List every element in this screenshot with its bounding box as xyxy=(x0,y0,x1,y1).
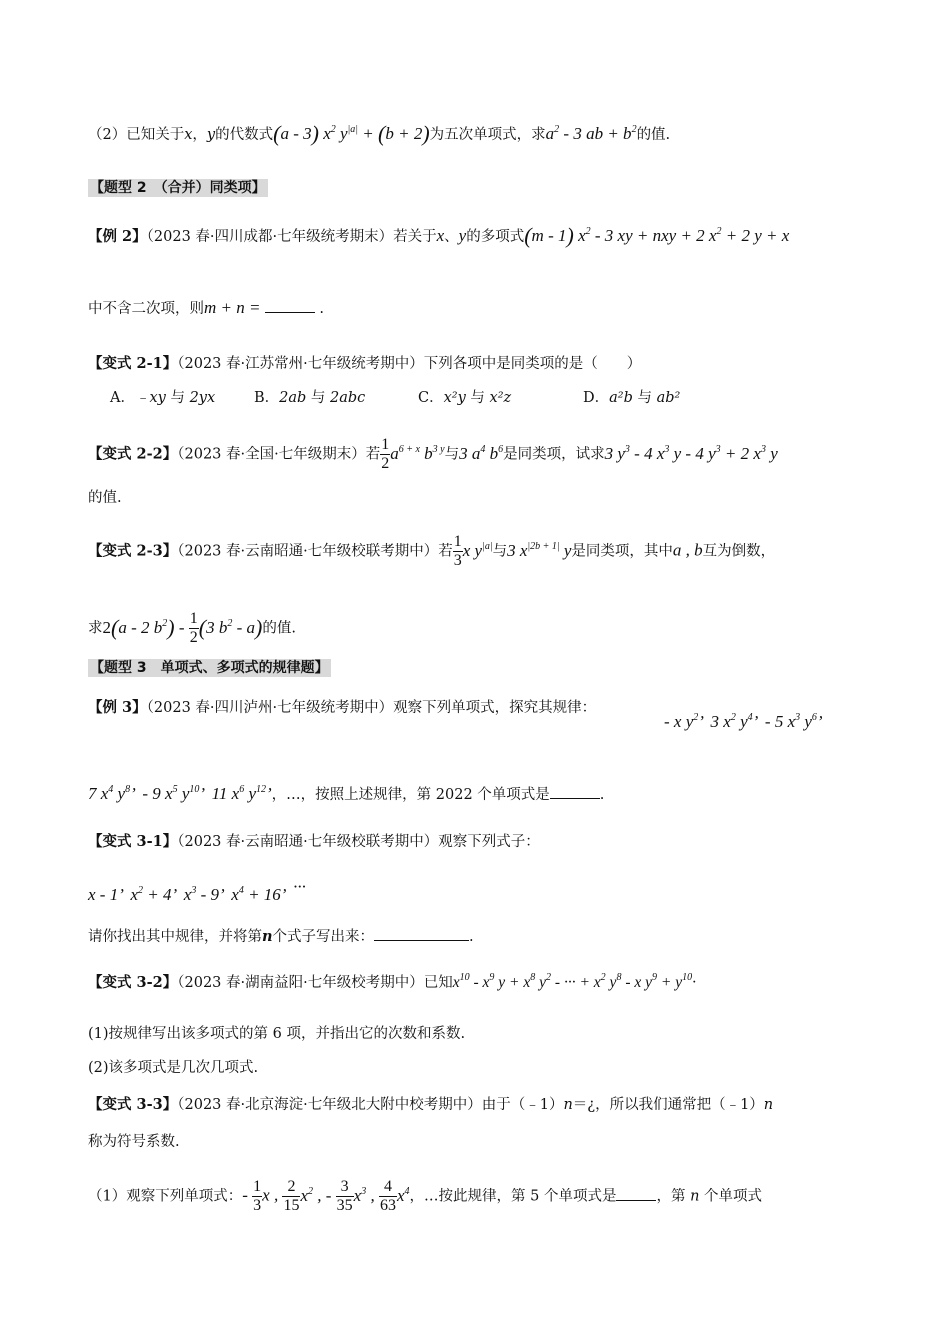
var-x: x xyxy=(436,226,445,245)
term: ﹣xy xyxy=(134,390,166,406)
term: 3 $a^4$ $b^6$ xyxy=(459,443,504,463)
var-y: y xyxy=(458,226,467,245)
var-n: n xyxy=(563,1097,573,1113)
text: ， xyxy=(409,1188,425,1205)
variant-3-2-question-2 xyxy=(88,1058,258,1078)
text: 中不含二次项，则 xyxy=(88,301,204,317)
text: ＝¿，所以我们通常把（﹣1） xyxy=(572,1097,764,1113)
source: （2023 春·云南昭通·七年级校联考期中）若 xyxy=(177,543,453,560)
vars-a-b: a , b xyxy=(672,540,703,560)
text: 个式子写出来： xyxy=(272,929,375,945)
term: $a^{6 + x}$ $b^{3 y}$ xyxy=(390,443,445,463)
text: 与 xyxy=(165,390,190,406)
formula-target: $a^2 - 3$ ab + $b^2$ xyxy=(545,124,637,143)
text: （1）观察下列单项式： xyxy=(88,1188,243,1205)
text: 是同类项，其中 xyxy=(571,543,673,560)
variant-2-3-line-1 xyxy=(88,533,775,570)
option-label: C． xyxy=(418,390,444,406)
text: 、 xyxy=(444,229,459,245)
text: ，第 xyxy=(656,1188,686,1205)
answer-blank[interactable] xyxy=(374,926,469,941)
source: （2023 春·湖南益阳·七年级校考期中）已知 xyxy=(177,975,453,991)
variant-3-3-question-1 xyxy=(88,1178,762,1215)
text: (2)该多项式是几次几项式. xyxy=(88,1060,259,1076)
option-label: D． xyxy=(583,390,610,406)
answer-blank[interactable] xyxy=(616,1186,656,1201)
option-label: A． xyxy=(110,390,135,406)
term: x²y xyxy=(443,390,466,406)
monomial-sequence-2: 7 $x^4$ $y^8$’ - 9 $x^5$ $y^{10}$’ 11 $x^6$ $y^{12}$’ xyxy=(88,784,272,803)
term: ab² xyxy=(656,390,681,406)
fraction-1-3: $\frac{1}{3}$ xyxy=(253,1178,262,1214)
formula-algebraic-expression: (a - 3) $x^2$ $y^{|a|} + (b + 2)$ xyxy=(273,121,430,146)
text: 与 xyxy=(465,390,490,406)
variant-2-2-line-1 xyxy=(88,436,778,473)
text: . xyxy=(319,301,324,317)
variant-tag: 【变式 3-1】 xyxy=(88,833,178,850)
text: 的值. xyxy=(88,490,122,506)
var-n: n xyxy=(763,1097,774,1113)
answer-blank[interactable] xyxy=(265,298,315,313)
text: 与 xyxy=(492,543,508,560)
var-n: n xyxy=(262,928,273,945)
source: （2023 春·云南昭通·七年级校联考期中）观察下列式子： xyxy=(177,834,540,850)
text: 个单项式 xyxy=(704,1188,763,1205)
term: $x^4$ xyxy=(396,1185,410,1205)
question-2-part-2 xyxy=(88,120,670,145)
formula-expression: 2(a - 2 $b^2$) - xyxy=(102,614,189,640)
monomial-sequence: - x $y^2$’ 3 $x^2$ $y^4$’ - 5 $x^3$ $y^6$’ xyxy=(664,712,823,731)
term: 3 $x^{|2b + 1|}$ y xyxy=(507,540,572,560)
term: x²z xyxy=(489,390,512,406)
text: 的值. xyxy=(636,127,671,143)
term: 2ab xyxy=(279,390,307,406)
source: （2023 春·全国·七年级期末）若 xyxy=(177,446,381,463)
var-y: y xyxy=(206,127,216,143)
variant-2-3-line-2 xyxy=(88,610,296,647)
source: （2023 春·北京海淀·七年级北大附中校考期中）由于（﹣1） xyxy=(177,1097,564,1113)
section-3-header xyxy=(88,658,331,678)
option-b[interactable] xyxy=(254,388,365,408)
text: 的多项式 xyxy=(466,229,525,245)
formula-polynomial: 3 $y^3 - 4$ $x^3$ y - 4 $y^3 + 2$ $x^3$ y xyxy=(604,443,778,463)
fraction-2-15: $\frac{2}{15}$ xyxy=(283,1178,300,1214)
term: $x^3$ , xyxy=(353,1185,379,1205)
fraction-one-third: $\frac{1}{3}$ xyxy=(453,533,462,569)
term: $x^2$ , - xyxy=(300,1185,336,1205)
text: 与 xyxy=(632,390,657,406)
text: （2）已知关于 xyxy=(88,127,185,143)
text: 请你找出其中规律，并将第 xyxy=(88,929,262,945)
text: ，…，按照上述规律，第 2022 个单项式是 xyxy=(271,787,550,803)
monomial-sequence: - xyxy=(242,1185,253,1205)
text: (1)按规律写出该多项式的第 6 项，并指出它的次数和系数. xyxy=(88,1026,466,1042)
formula-polynomial: $x^{10} - x^9$ $y + x^8$ $y^2$ - ··· + $x^2$ $y^8$ - x $y^9 + y^{10}\cdot$ xyxy=(452,972,696,991)
example-tag: 【例 2】 xyxy=(88,228,147,245)
source: （2023 春·四川成都·七年级统考期末）若关于 xyxy=(146,229,437,245)
fraction-3-35: $\frac{3}{35}$ xyxy=(336,1178,353,1214)
text: 为五次单项式，求 xyxy=(429,127,546,143)
term: 2yx xyxy=(189,390,216,406)
variant-3-3-line-1 xyxy=(88,1095,773,1115)
variant-tag: 【变式 3-2】 xyxy=(88,974,178,991)
text: 的值. xyxy=(262,620,296,637)
formula-m-plus-n: m + n = xyxy=(204,298,265,317)
source: （2023 春·四川泸州·七年级统考期中）观察下列单项式，探究其规律： xyxy=(146,700,597,716)
answer-blank[interactable] xyxy=(550,784,600,799)
variant-3-3-line-2 xyxy=(88,1132,180,1152)
text: 与 xyxy=(306,390,331,406)
text: 的代数式 xyxy=(215,127,274,143)
text: 求 xyxy=(88,620,103,637)
fraction-one-half: $\frac{1}{2}$ xyxy=(381,436,390,472)
text: 称为符号系数. xyxy=(88,1134,180,1150)
term: x $y^{|a|}$ xyxy=(462,540,493,560)
example-3-line-2 xyxy=(88,780,604,805)
section-2-header xyxy=(88,178,268,198)
variant-3-2-question-1 xyxy=(88,1024,465,1044)
text: . xyxy=(599,787,605,803)
option-d[interactable] xyxy=(583,388,680,408)
section-title: 【题型 2 （合并）同类项】 xyxy=(90,180,266,196)
source: （2023 春·江苏常州·七年级统考期中）下列各项中是同类项的是（ ） xyxy=(177,356,642,372)
text: 是同类项，试求 xyxy=(503,446,605,463)
formula-polynomial: (m - 1) $x^2 - 3$ xy + nxy + 2 $x^2 + 2$ y + x xyxy=(524,223,790,248)
term: x , xyxy=(262,1185,283,1205)
expression-sequence: x - 1’ $x^2 + 4$’ $x^3 - 9$’ $x^4 + 16$’ ··· xyxy=(88,877,306,904)
text: …按此规律，第 5 个单项式是 xyxy=(424,1188,617,1205)
option-c[interactable] xyxy=(418,388,511,408)
var-n: n xyxy=(690,1188,700,1205)
term: a²b xyxy=(609,390,633,406)
section-title: 【题型 3 单项式、多项式的规律题】 xyxy=(90,660,329,676)
text: . xyxy=(469,929,474,945)
example-2-line-1 xyxy=(88,222,789,247)
var-x: x xyxy=(184,127,193,143)
example-3-line-1 xyxy=(88,698,596,718)
variant-tag: 【变式 3-3】 xyxy=(88,1096,178,1113)
variant-3-1-line-3 xyxy=(88,926,474,947)
example-tag: 【例 3】 xyxy=(88,699,147,716)
variant-tag: 【变式 2-1】 xyxy=(88,355,178,372)
variant-2-1 xyxy=(88,354,641,374)
fraction-one-half: $\frac{1}{2}$ xyxy=(189,610,198,646)
variant-3-1-sequence xyxy=(88,877,306,906)
variant-3-1-line-1 xyxy=(88,832,540,852)
example-3-sequence-1 xyxy=(664,708,823,733)
text: ， xyxy=(192,127,207,143)
example-2-line-2 xyxy=(88,298,324,319)
variant-3-2-line-1 xyxy=(88,968,696,993)
term: 2abc xyxy=(330,390,366,406)
variant-tag: 【变式 2-2】 xyxy=(88,445,178,463)
text: 与 xyxy=(444,446,460,463)
option-a[interactable] xyxy=(110,388,215,408)
variant-tag: 【变式 2-3】 xyxy=(88,542,178,560)
formula-expression-2: (3 $b^2 - a$) xyxy=(198,614,263,640)
fraction-4-63: $\frac{4}{63}$ xyxy=(379,1178,396,1214)
variant-2-2-line-2 xyxy=(88,488,122,508)
text: 互为倒数， xyxy=(702,543,776,560)
option-label: B． xyxy=(254,390,280,406)
